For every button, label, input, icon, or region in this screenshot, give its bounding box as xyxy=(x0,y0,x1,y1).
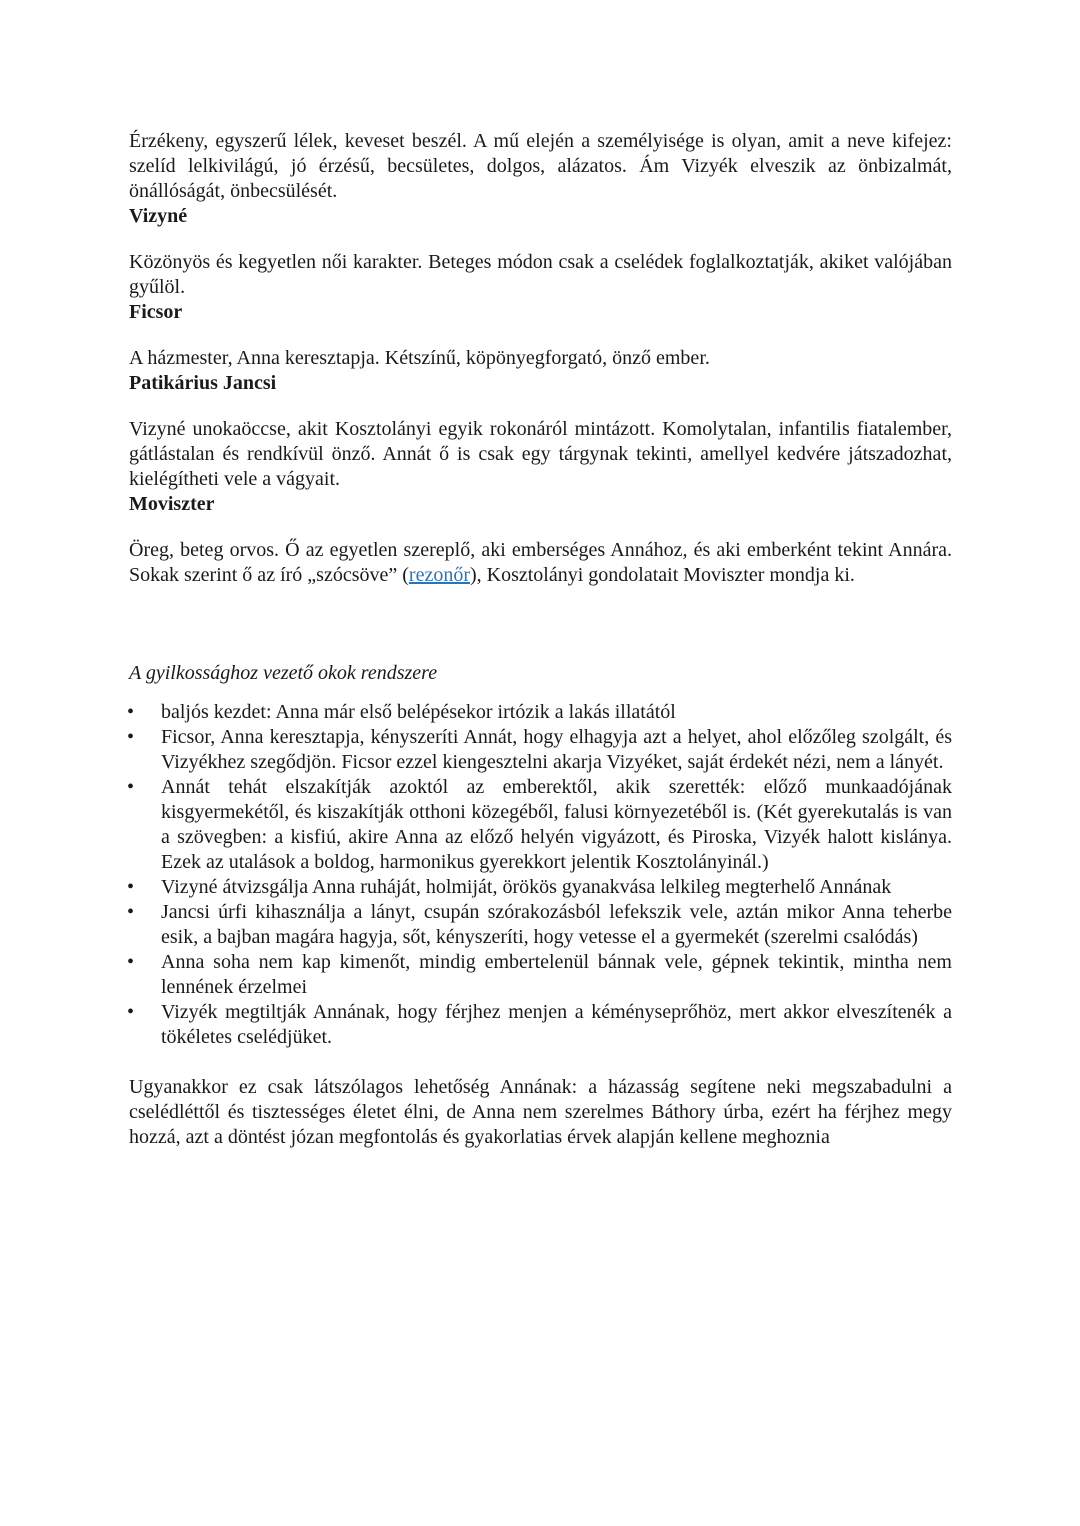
character-heading-ficsor: Ficsor xyxy=(129,301,183,323)
intro-paragraph: Érzékeny, egyszerű lélek, keveset beszél. A mű elején a személyisége is olyan, amit a neve kifejez: szelíd lelkivilágú, jó érzésű, becsületes, dolgos, alázatos. Ám Vizyék elveszik az önbizalmát, önállóságát, önbecsülését. xyxy=(129,130,952,202)
character-heading-vizyne: Vizyné xyxy=(129,205,188,227)
list-item: • Anna soha nem kap kimenőt, mindig embertelenül bánnak vele, gépnek tekintik, mintha nem lennének érzelmei xyxy=(129,950,952,1000)
character-heading-patikarius-jancsi: Patikárius Jancsi xyxy=(129,372,277,394)
character-description-vizyne: Közönyös és kegyetlen női karakter. Beteges módon csak a cselédek foglalkoztatják, akiket valójában gyűlöl. xyxy=(129,251,952,298)
section-title: A gyilkossághoz vezető okok rendszere xyxy=(129,662,438,684)
moviszter-text-before: Öreg, beteg orvos. Ő az egyetlen szereplő, aki emberséges Annához, és aki emberként tekint Annára. Sokak szerint ő az író „szócsöve” ( xyxy=(129,539,952,586)
list-item: • baljós kezdet: Anna már első belépésekor irtózik a lakás illatától xyxy=(129,700,952,725)
closing-paragraph: Ugyanakkor ez csak látszólagos lehetőség Annának: a házasság segítene neki megszabadulni a cselédléttől és tisztességes életet élni, de Anna nem szerelmes Báthory úrba, ezért ha férjhez megy hozzá, azt a döntést józan megfontolás és gyakorlatias érvek alapján kellene meghoznia xyxy=(129,1076,952,1148)
rezonor-link[interactable]: rezonőr xyxy=(408,564,470,586)
reasons-list xyxy=(129,700,952,1050)
character-description-ficsor: A házmester, Anna keresztapja. Kétszínű, köpönyegforgató, önző ember. xyxy=(129,347,710,369)
character-description-patikarius-jancsi: Vizyné unokaöccse, akit Kosztolányi egyik rokonáról mintázott. Komolytalan, infantilis fiatalember, gátlástalan és rendkívül önző. Annát ő is csak egy tárgynak tekinti, amellyel kedvére játszadozhat, kielégítheti vele a vágyait. xyxy=(129,418,952,490)
list-item: • Vizyné átvizsgálja Anna ruháját, holmiját, örökös gyanakvása lelkileg megterhelő Annának xyxy=(129,875,952,900)
character-description-moviszter xyxy=(129,538,952,588)
list-item: • Jancsi úrfi kihasználja a lányt, csupán szórakozásból lefekszik vele, aztán mikor Anna teherbe esik, a bajban magára hagyja, sőt, kényszeríti, hogy vetesse el a gyermekét (szerelmi csalódás) xyxy=(129,900,952,950)
list-item: • Vizyék megtiltják Annának, hogy férjhez menjen a kéményseprőhöz, mert akkor elveszítenék a tökéletes cselédjüket. xyxy=(129,1000,952,1050)
document-page xyxy=(129,129,952,1150)
moviszter-text-after: ), Kosztolányi gondolatait Moviszter mondja ki. xyxy=(469,564,855,586)
list-item: • Annát tehát elszakítják azoktól az emberektől, akik szerették: előző munkaadójának kisgyermekétől, és kiszakítják otthoni közegéből, falusi környezetéből is. (Két gyerekutalás is van a szövegben: a kisfiú, akire Anna az előző helyén vigyázott, és Piroska, Vizyék halott kislánya. Ezek az utalások a boldog, harmonikus gyerekkort jelentik Kosztolányinál.) xyxy=(129,775,952,875)
list-item: • Ficsor, Anna keresztapja, kényszeríti Annát, hogy elhagyja azt a helyet, ahol előzőleg szolgált, és Vizyékhez szegődjön. Ficsor ezzel kiengesztelni akarja Vizyéket, saját érdekét nézi, nem a lányét. xyxy=(129,725,952,775)
character-heading-moviszter: Moviszter xyxy=(129,493,215,515)
